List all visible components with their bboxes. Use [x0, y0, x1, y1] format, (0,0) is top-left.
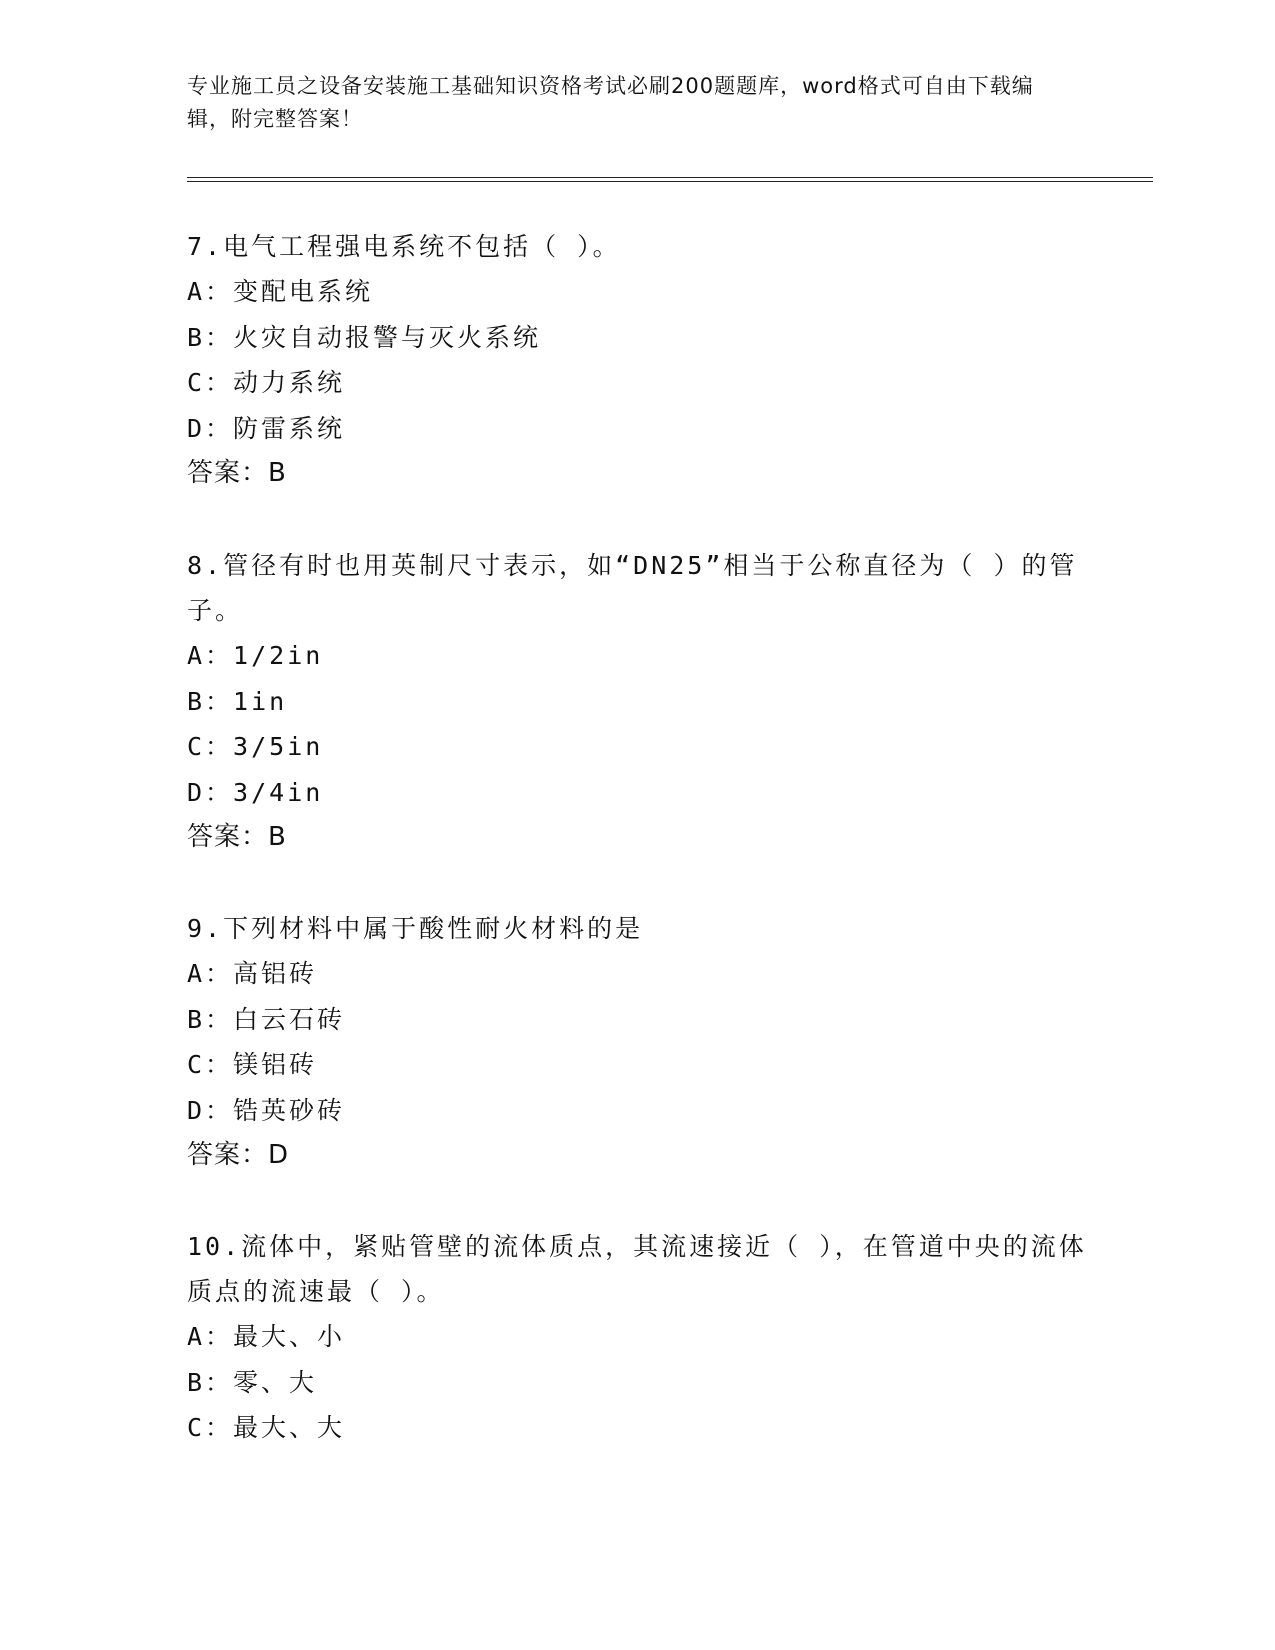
- option-b: B：火灾自动报警与灭火系统: [187, 322, 542, 352]
- option-c: C：最大、大: [187, 1413, 346, 1442]
- answer: 答案：B: [187, 458, 287, 488]
- option-d: D：锆英砂砖: [187, 1095, 346, 1125]
- option-d: D：防雷系统: [187, 413, 346, 443]
- option-d: D：3/4in: [187, 777, 324, 807]
- question-stem: 7.电气工程强电系统不包括（ ）。: [187, 232, 621, 261]
- question-stem: 9.下列材料中属于酸性耐火材料的是: [187, 914, 644, 943]
- option-b: B：白云石砖: [187, 1004, 346, 1034]
- option-b: B：1in: [187, 686, 288, 716]
- question-stem: 8.管径有时也用英制尺寸表示，如“DN25”相当于公称直径为（ ）的管子。: [187, 551, 1078, 625]
- option-a: A：变配电系统: [187, 277, 374, 306]
- option-c: C：3/5in: [187, 732, 324, 761]
- option-b: B：零、大: [187, 1367, 318, 1397]
- option-a: A：1/2in: [187, 641, 324, 670]
- question-9: [187, 906, 1087, 1178]
- header-double-rule: [187, 177, 1153, 182]
- question-8: [187, 543, 1087, 860]
- document-header: 专业施工员之设备安装施工基础知识资格考试必刷200题题库，word格式可自由下载编辑，附完整答案！: [187, 74, 1034, 131]
- option-a: A：最大、小: [187, 1322, 346, 1351]
- option-c: C：动力系统: [187, 368, 346, 397]
- question-7: [187, 224, 1087, 496]
- question-stem: 10.流体中，紧贴管壁的流体质点，其流速接近（ ），在管道中央的流体质点的流速最（ ）。: [187, 1232, 1087, 1306]
- answer: 答案：D: [187, 1140, 290, 1170]
- question-10: [187, 1224, 1087, 1451]
- option-a: A：高铝砖: [187, 959, 318, 988]
- option-c: C：镁铝砖: [187, 1050, 318, 1079]
- answer: 答案：B: [187, 822, 287, 852]
